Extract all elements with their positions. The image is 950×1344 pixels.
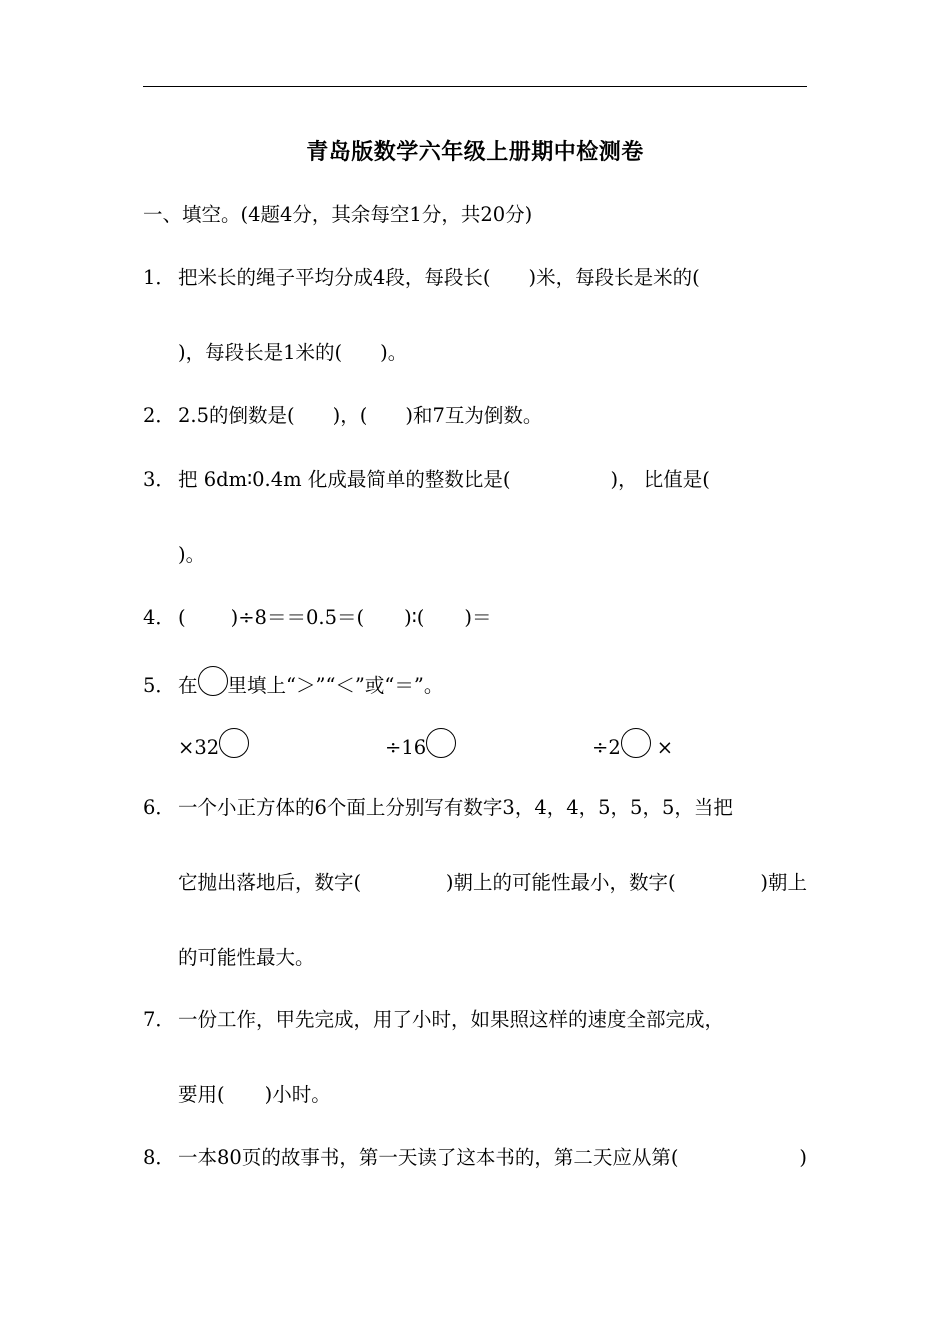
question-number: 6．	[143, 796, 175, 819]
question-number: 7．	[143, 1008, 175, 1031]
header-rule	[143, 86, 807, 87]
question-text: )米，每段长是米的(	[528, 266, 700, 289]
question-6-line-1	[143, 793, 807, 823]
question-text: 要用(	[178, 1083, 225, 1106]
question-number: 5．	[143, 674, 175, 697]
question-text: 一份工作，甲先完成，用了小时，如果照这样的速度全部完成，	[178, 1008, 725, 1031]
answer-circle-icon[interactable]	[219, 728, 249, 758]
question-6-line-2	[178, 868, 807, 898]
blank-circle-icon	[198, 666, 228, 696]
question-text: )朝上	[760, 871, 807, 894]
question-8-line-1	[143, 1143, 807, 1173]
question-text: )。	[380, 341, 408, 364]
question-text: )朝上的可能性最小，数字(	[445, 871, 676, 894]
question-7-line-1	[143, 1005, 807, 1035]
comparison-item-1	[178, 728, 249, 763]
question-number: 8．	[143, 1146, 175, 1169]
comparison-expression: ×32	[178, 736, 220, 759]
question-text: 它抛出落地后，数字(	[178, 871, 362, 894]
question-text: )， 比值是(	[610, 468, 710, 491]
question-1-line-2	[178, 338, 807, 368]
question-text: )，(	[332, 404, 368, 427]
question-text: 把 6dm∶0.4m 化成最简单的整数比是(	[178, 468, 511, 491]
question-2	[143, 401, 807, 431]
question-7-line-2	[178, 1080, 807, 1110]
question-number: 2．	[143, 404, 175, 427]
question-text: )和7互为倒数。	[405, 404, 543, 427]
comparison-expression: ÷16	[385, 736, 427, 759]
answer-circle-icon[interactable]	[621, 728, 651, 758]
question-text: )∶(	[404, 606, 425, 629]
comparison-item-3	[592, 728, 673, 763]
question-text: 里填上“＞”“＜”或“＝”。	[227, 674, 444, 697]
question-text: 2.5的倒数是(	[178, 404, 295, 427]
question-text: 一本80页的故事书，第一天读了这本书的，第二天应从第(	[178, 1146, 679, 1169]
question-text: )小时。	[264, 1083, 331, 1106]
comparison-expression: ×	[656, 736, 674, 759]
question-6-line-3: 的可能性最大。	[178, 946, 315, 969]
answer-circle-icon[interactable]	[426, 728, 456, 758]
question-text: 在	[178, 674, 198, 697]
question-1-line-1	[143, 263, 807, 293]
question-3-line-2: )。	[178, 543, 206, 566]
comparison-expression: ÷2	[592, 736, 621, 759]
question-text: )	[799, 1146, 807, 1169]
question-3-line-1	[143, 465, 807, 495]
question-number: 4．	[143, 606, 175, 629]
question-4	[143, 603, 807, 633]
page-title: 青岛版数学六年级上册期中检测卷	[306, 140, 644, 165]
question-text: 一个小正方体的6个面上分别写有数字3，4，4，5，5，5，当把	[178, 796, 733, 819]
section-heading: 一、填空。(4题4分，其余每空1分，共20分)	[143, 203, 533, 226]
question-number: 1．	[143, 266, 175, 289]
comparison-item-2	[385, 728, 456, 763]
question-text: 把米长的绳子平均分成4段，每段长(	[178, 266, 491, 289]
question-number: 3．	[143, 468, 175, 491]
question-text: (	[178, 606, 186, 629]
question-text: )＝	[464, 606, 492, 629]
question-text: )，每段长是1米的(	[178, 341, 343, 364]
question-text: )÷8＝＝0.5＝(	[230, 606, 365, 629]
question-5	[143, 666, 807, 701]
